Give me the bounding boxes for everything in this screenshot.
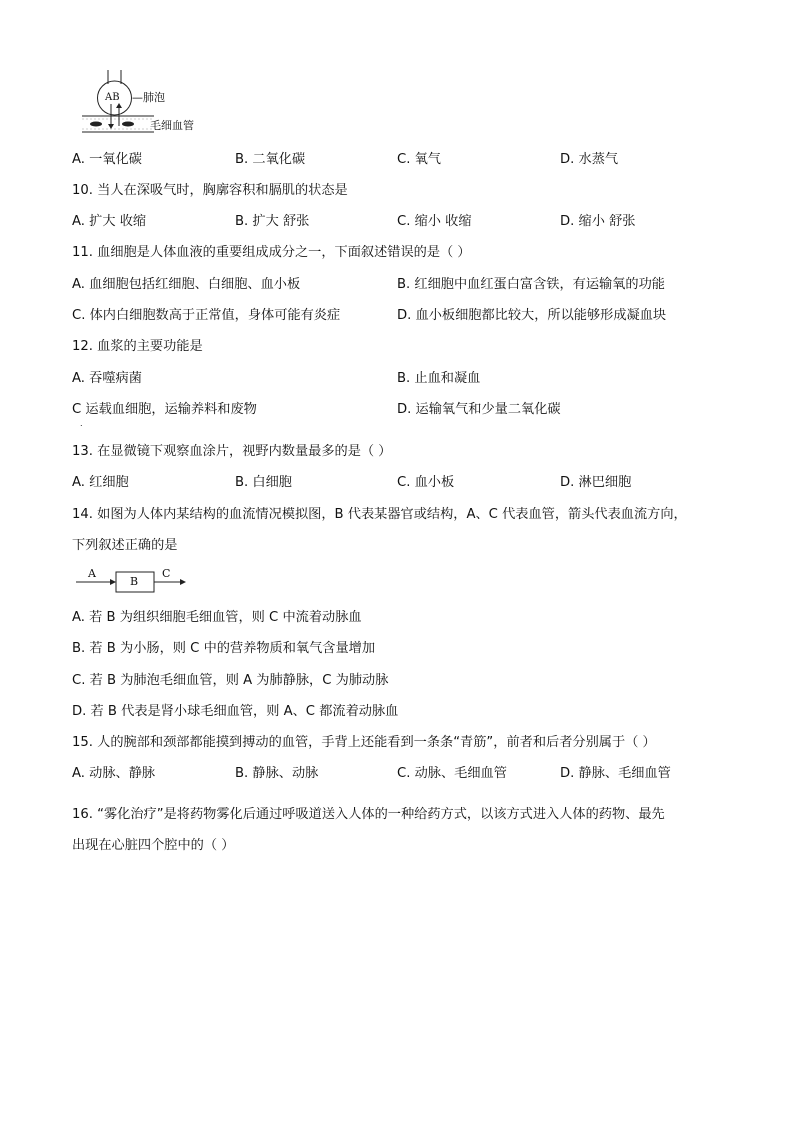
q16-stem-line1: 16. “雾化治疗”是将药物雾化后通过呼吸道送入人体的一种给药方式，以该方式进入人体的药物、最先 <box>72 807 665 822</box>
q10-option-a: A. 扩大 收缩 <box>72 214 147 229</box>
q10-option-c: C. 缩小 收缩 <box>397 214 472 229</box>
q11-stem: 11. 血细胞是人体血液的重要组成成分之一，下面叙述错误的是（ ） <box>72 245 471 260</box>
q10-option-b: B. 扩大 舒张 <box>235 214 310 229</box>
q14-stem-line1: 14. 如图为人体内某结构的血流情况模拟图，B 代表某器官或结构，A、C 代表血管，箭头代表血流方向， <box>72 507 687 522</box>
q11-option-c: C. 体内白细胞数高于正常值，身体可能有炎症 <box>72 308 341 323</box>
q15-option-d: D. 静脉、毛细血管 <box>560 766 671 781</box>
capillary-label: 毛细血管 <box>150 119 194 132</box>
q16-stem-line2: 出现在心脏四个腔中的（ ） <box>72 838 235 853</box>
q14-option-b: B. 若 B 为小肠，则 C 中的营养物质和氧气含量增加 <box>72 641 376 656</box>
q12-option-c: C 运载血细胞，运输养料和废物 <box>72 402 257 417</box>
q13-option-c: C. 血小板 <box>397 475 455 490</box>
q15-stem: 15. 人的腕部和颈部都能摸到搏动的血管，手背上还能看到一条条“青筋”，前者和后者分别属于（ ） <box>72 735 656 750</box>
q13-option-d: D. 淋巴细胞 <box>560 475 632 490</box>
blood-flow-diagram <box>74 566 194 596</box>
flow-label-c: C <box>162 567 171 580</box>
q13-stem: 13. 在显微镜下观察血涂片，视野内数量最多的是（ ） <box>72 444 392 459</box>
q15-option-a: A. 动脉、静脉 <box>72 766 156 781</box>
q11-option-a: A. 血细胞包括红细胞、白细胞、血小板 <box>72 277 301 292</box>
q9-option-c: C. 氧气 <box>397 152 441 167</box>
q14-option-c: C. 若 B 为肺泡毛细血管，则 A 为肺静脉，C 为肺动脉 <box>72 673 389 688</box>
q12-option-d: D. 运输氧气和少量二氧化碳 <box>397 402 561 417</box>
q15-option-c: C. 动脉、毛细血管 <box>397 766 507 781</box>
q12-stem: 12. 血浆的主要功能是 <box>72 339 203 354</box>
q12-option-a: A. 吞噬病菌 <box>72 371 142 386</box>
q9-option-b: B. 二氧化碳 <box>235 152 306 167</box>
q12-option-b: B. 止血和凝血 <box>397 371 481 386</box>
q14-option-a: A. 若 B 为组织细胞毛细血管，则 C 中流着动脉血 <box>72 610 362 625</box>
q13-option-a: A. 红细胞 <box>72 475 129 490</box>
alveolus-bubble-label: AB <box>105 92 120 103</box>
q11-option-b: B. 红细胞中血红蛋白富含铁，有运输氧的功能 <box>397 277 665 292</box>
alveolus-label: —肺泡 <box>132 91 165 104</box>
q14-option-d: D. 若 B 代表是肾小球毛细血管，则 A、C 都流着动脉血 <box>72 704 399 719</box>
q10-option-d: D. 缩小 舒张 <box>560 214 636 229</box>
flow-label-a: A <box>88 567 96 580</box>
q14-stem-line2: 下列叙述正确的是 <box>72 538 178 553</box>
q15-option-b: B. 静脉、动脉 <box>235 766 319 781</box>
q11-option-d: D. 血小板细胞都比较大，所以能够形成凝血块 <box>397 308 667 323</box>
alveolus-diagram <box>78 68 218 140</box>
q9-option-d: D. 水蒸气 <box>560 152 619 167</box>
q13-option-b: B. 白细胞 <box>235 475 292 490</box>
q10-stem: 10. 当人在深吸气时，胸廓容积和膈肌的状态是 <box>72 183 348 198</box>
q12-stray-mark: . <box>80 419 83 428</box>
flow-label-b: B <box>130 575 139 588</box>
q9-option-a: A. 一氧化碳 <box>72 152 142 167</box>
